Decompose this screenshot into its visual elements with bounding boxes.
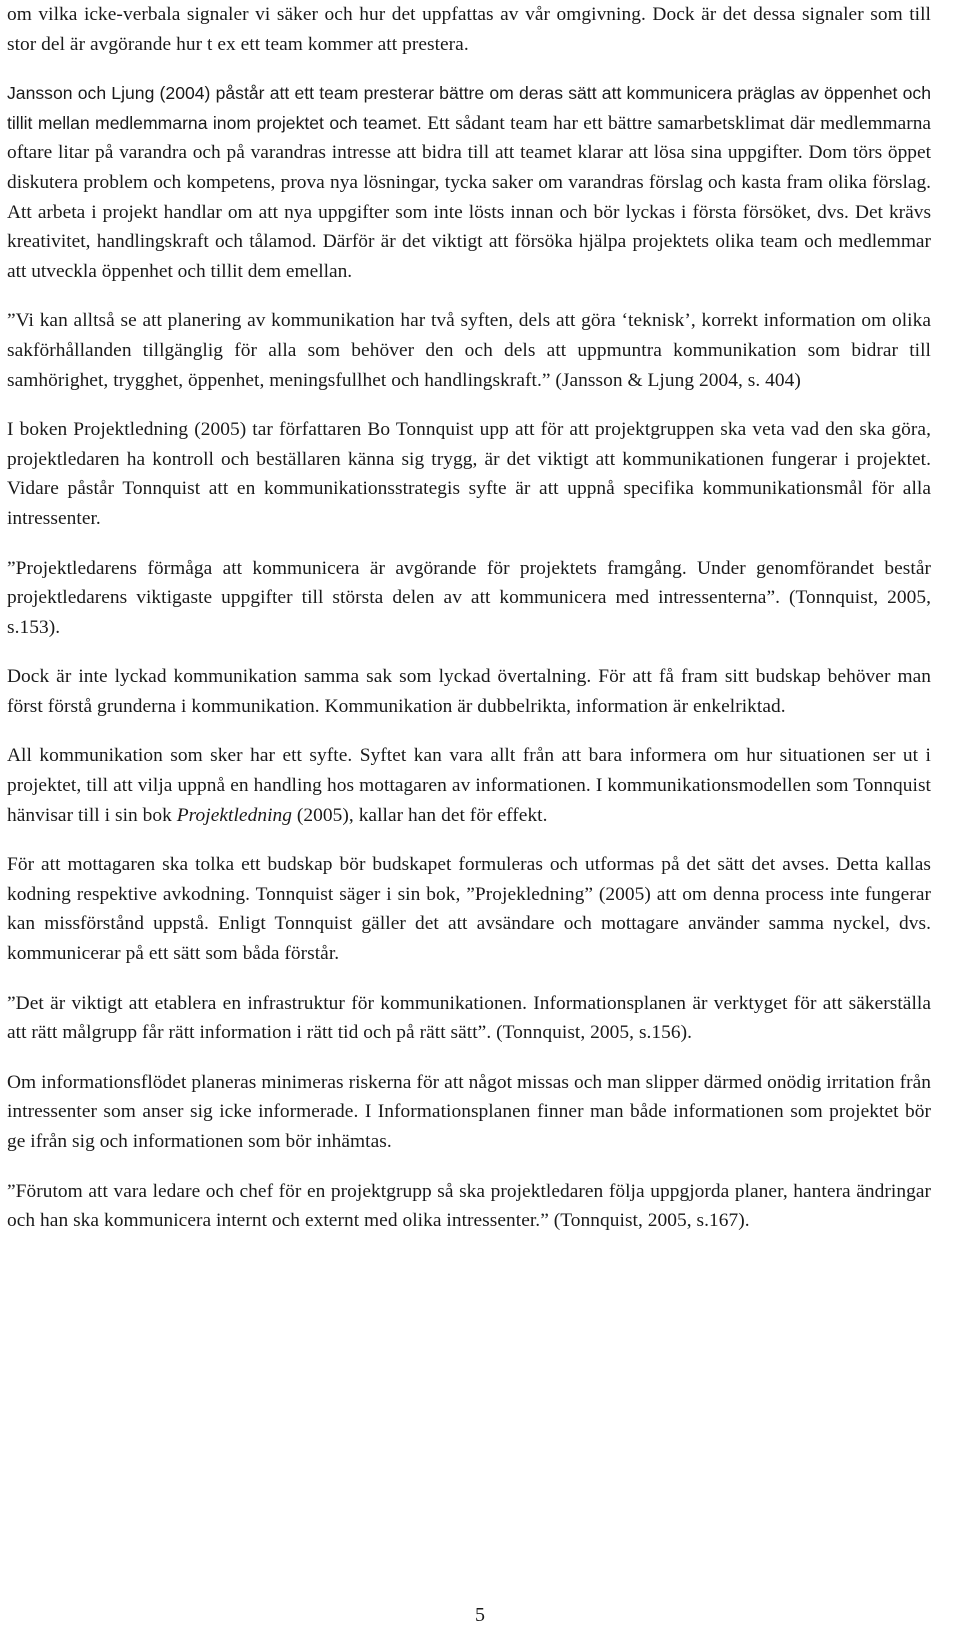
paragraph-tonnquist-book: I boken Projektledning (2005) tar författaren Bo Tonnquist upp att för att projektgruppen ska veta vad den ska göra, projektledaren ha kontroll och beställaren känna sig trygg, är det viktigt att kommunikationen fungerar i projektet. Vidare påstår Tonnquist att en kommunikationsstrategis syfte är att uppnå specifika kommunikationsmål för alla intressenter. [7, 419, 931, 529]
paragraph-jansson-ljung [7, 79, 931, 286]
paragraph-syfte-text-before: All kommunikation som sker har ett syfte. Syftet kan vara allt från att bara informera om hur situationen ser ut i projektet, till att vilja uppnå en handling hos mottagaren av informationen. I kommunikationsmodellen som Tonnquist hänvisar till i sin bok [7, 745, 931, 826]
paragraph-syfte [7, 741, 931, 830]
paragraph-team-climate-text: Ett sådant team har ett bättre samarbetsklimat där medlemmarna oftare litar på varandra och på varandras intresse att bidra till att teamet klarar att lösa sina uppgifter. Dom törs öppet diskutera problem och kompetens, prova nya lösningar, tycka saker om varandras förslag och kasta fram olika förslag. Att arbeta i projekt handlar om att nya uppgifter som inte lösts innan och bör lyckas i första försöket, dvs. Det krävs kreativitet, handlingskraft och tålamod. Därför är det viktigt att försöka hjälpa projektets olika team och medlemmar att utveckla öppenhet och tillit dem emellan. [7, 112, 932, 282]
paragraph-lyckad-kommunikation: Dock är inte lyckad kommunikation samma sak som lyckad övertalning. För att få fram sitt budskap behöver man först förstå grunderna i kommunikation. Kommunikation är dubbelrikta, information är enkelriktad. [7, 666, 931, 717]
paragraph-kodning: För att mottagaren ska tolka ett budskap bör budskapet formuleras och utformas på det sätt det avses. Detta kallas kodning respektive avkodning. Tonnquist säger i sin bok, ”Projekledning” (2005) att om denna process inte fungerar kan missförstånd uppstå. Enligt Tonnquist gäller det att avsändare och mottagare använder samma nyckel, dvs. kommunicerar på ett sätt som båda förstår. [7, 854, 931, 965]
paragraph-quote-infrastruktur: ”Det är viktigt att etablera en infrastruktur för kommunikationen. Informationsplanen är verktyget för att säkerställa att rätt målgrupp får rätt information i rätt tid och på rätt sätt”. (Tonnquist, 2005, s.156). [7, 992, 931, 1044]
document-page [7, 0, 931, 1256]
paragraph-quote-ledare: ”Förutom att vara ledare och chef för en projektgrupp så ska projektledaren följa uppgjorda planer, hantera ändringar och han ska kommunicera internt och externt med olika intressenter.” (Tonnquist, 2005, s.167). [7, 1180, 931, 1232]
paragraph-jansson-ljung-text: Jansson och Ljung (2004) påstår att ett team presterar bättre om deras sätt att kommunicera präglas av öppenhet och tillit mellan medlemmarna inom projektet och teamet. [7, 83, 931, 133]
page-number: 5 [475, 1604, 485, 1626]
paragraph-intro: om vilka icke-verbala signaler vi säker och hur det uppfattas av vår omgivning. Dock är det dessa signaler som till stor del är avgörande hur t ex ett team kommer att prestera. [7, 4, 931, 55]
paragraph-quote-projektledare: ”Projektledarens förmåga att kommunicera är avgörande för projektets framgång. Under genomförandet består projektledarens viktigaste uppgifter till största delen av att kommunicera med intressenterna”. (Tonnquist, 2005, s.153). [7, 557, 931, 638]
paragraph-informationsflode: Om informationsflödet planeras minimeras riskerna för att något missas och man slipper därmed onödig irritation från intressenter som anser sig icke informerade. I Informationsplanen finner man både informationen som projektet bör ge ifrån sig och informationen som bör inhämtas. [7, 1071, 931, 1152]
book-title-italic: Projektledning [176, 804, 292, 826]
paragraph-syfte-text-after: (2005), kallar han det för effekt. [292, 804, 548, 826]
paragraph-quote-planning: ”Vi kan alltså se att planering av kommunikation har två syften, dels att göra ‘teknisk’, korrekt information om olika sakförhållanden tillgänglig för alla som behöver den och dels att uppmuntra kommunikation som bidrar till samhörighet, trygghet, öppenhet, meningsfullhet och handlingskraft.” (Jansson & Ljung 2004, s. 404) [7, 310, 931, 391]
